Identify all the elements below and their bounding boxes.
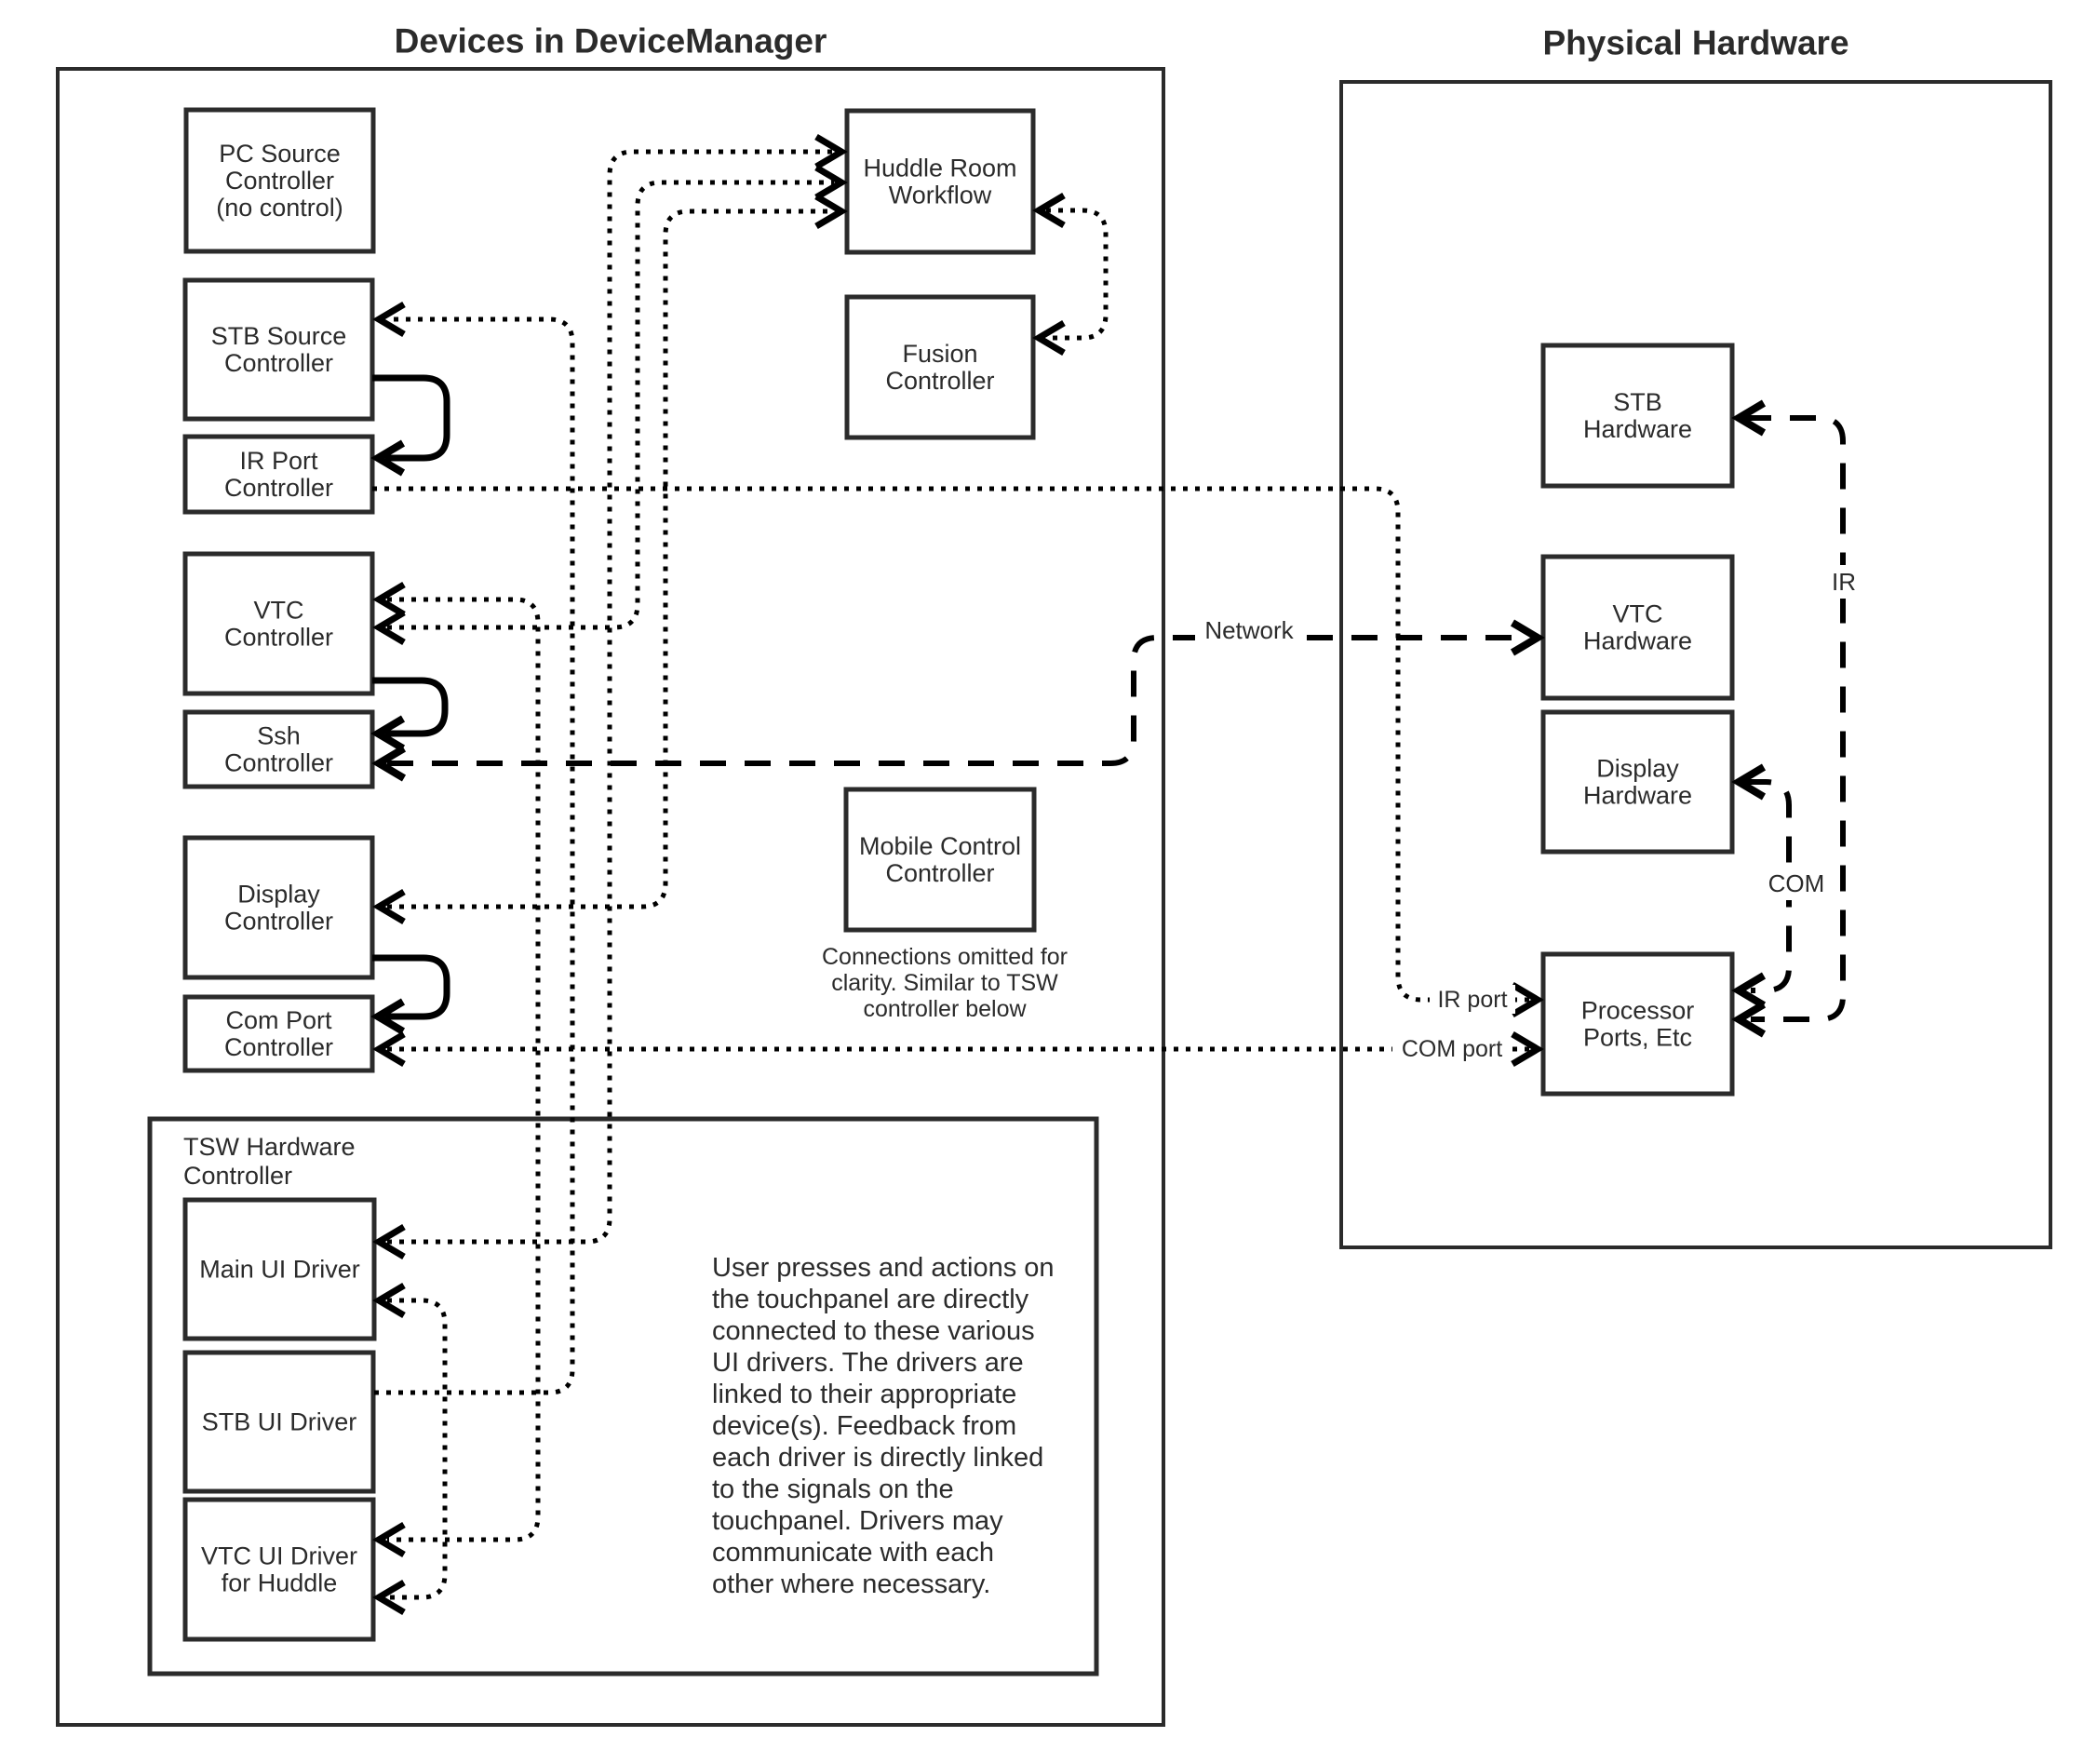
box-vtc-controller-label: Controller <box>223 623 334 652</box>
box-fusion-controller-label: Controller <box>885 367 995 395</box>
box-display-controller-label: Display <box>237 880 320 909</box>
box-vtc-controller-label: VTC <box>253 596 304 625</box>
connector-huddle-workflow-fusion-link-arrowhead <box>1039 323 1064 353</box>
box-pc-source-controller-label: (no control) <box>216 194 343 222</box>
box-stb-hardware-label: STB <box>1613 388 1662 416</box>
description-paragraph: touchpanel. Drivers may <box>712 1506 1003 1536</box>
connector-ir-link-label: IR <box>1832 568 1856 596</box>
box-stb-source-controller-label: Controller <box>223 349 334 377</box>
description-paragraph: communicate with each <box>712 1538 995 1568</box>
connector-vtc-controller-vtc-ui-driver-link <box>387 599 538 1540</box>
box-processor-ports-label: Processor <box>1580 996 1695 1025</box>
description-paragraph: other where necessary. <box>712 1569 991 1599</box>
connector-vtc-controller-huddle-workflow-link <box>387 182 834 627</box>
description-paragraph: the touchpanel are directly <box>712 1285 1029 1314</box>
box-ir-port-controller-label: Controller <box>223 474 334 502</box>
description-paragraph: device(s). Feedback from <box>712 1411 1017 1441</box>
box-display-controller-label: Controller <box>223 907 334 936</box>
description-paragraph: to the signals on the <box>712 1474 954 1504</box>
tsw-hardware-controller-group-label: Controller <box>183 1162 293 1190</box>
connector-display-controller-huddle-workflow-link-arrowhead <box>816 196 841 226</box>
description-paragraph: each driver is directly linked <box>712 1443 1044 1473</box>
description-paragraph: connected to these various <box>712 1316 1035 1346</box>
box-pc-source-controller-label: Controller <box>224 167 335 195</box>
box-com-port-controller-label: Controller <box>223 1033 334 1061</box>
description-paragraph: UI drivers. The drivers are <box>712 1348 1024 1378</box>
connector-stb-ui-driver-to-stb-source-link <box>374 319 572 1393</box>
connector-main-ui-driver-huddle-workflow-link <box>387 152 834 1242</box>
connector-display-to-com-port-link <box>372 958 447 1017</box>
box-processor-ports-label: Ports, Etc <box>1582 1023 1693 1052</box>
mobile-note: clarity. Similar to TSW <box>831 970 1058 996</box>
description-paragraph: User presses and actions on <box>712 1253 1055 1283</box>
connector-stb-ui-driver-to-stb-source-link-arrowhead <box>379 304 404 334</box>
box-ssh-controller-label: Ssh <box>257 721 301 750</box>
box-com-port-controller-label: Com Port <box>225 1006 332 1034</box>
box-ir-port-controller-label: IR Port <box>239 447 318 475</box>
box-vtc-hardware-label: Hardware <box>1582 626 1693 655</box>
box-display-hardware-label: Display <box>1596 754 1679 783</box>
box-ssh-controller-label: Controller <box>223 748 334 777</box>
connector-network-link-label: Network <box>1204 616 1294 644</box>
box-stb-hardware-label: Hardware <box>1582 415 1693 443</box>
box-stb-source-controller-label: STB Source <box>210 322 347 350</box>
connector-com-link-label: COM <box>1768 869 1825 897</box>
mobile-note: controller below <box>863 996 1027 1022</box>
connector-network-link-arrowhead <box>1512 623 1538 653</box>
tsw-hardware-controller-group-label: TSW Hardware <box>183 1133 356 1161</box>
connector-ir-link <box>1745 418 1843 1019</box>
connector-stb-source-to-ir-port-link <box>372 378 447 458</box>
box-vtc-ui-driver-label: VTC UI Driver <box>201 1542 357 1570</box>
box-mobile-control-controller-label: Mobile Control <box>858 832 1022 860</box>
box-huddle-room-workflow-label: Workflow <box>888 181 992 209</box>
description-paragraph: linked to their appropriate <box>712 1380 1017 1409</box>
box-mobile-control-controller-label: Controller <box>885 859 995 887</box>
connector-huddle-workflow-fusion-link <box>1046 210 1106 338</box>
box-stb-ui-driver-label: STB UI Driver <box>201 1407 357 1436</box>
connector-network-link <box>387 638 1530 763</box>
box-main-ui-driver-label: Main UI Driver <box>199 1255 360 1284</box>
box-fusion-controller-label: Fusion <box>902 340 978 368</box>
mobile-note: Connections omitted for <box>821 944 1069 970</box>
box-huddle-room-workflow-label: Huddle Room <box>863 154 1017 182</box>
box-vtc-ui-driver-label: for Huddle <box>221 1569 338 1597</box>
box-pc-source-controller-label: PC Source <box>219 140 341 168</box>
connector-ir-port-to-processor-link-label: IR port <box>1437 987 1508 1013</box>
physical-hardware-title: Physical Hardware <box>1542 23 1849 62</box>
connector-vtc-to-ssh-link <box>372 680 445 734</box>
connector-com-port-to-processor-link-label: COM port <box>1401 1036 1503 1062</box>
box-display-hardware-label: Hardware <box>1582 781 1693 810</box>
device-manager-title: Devices in DeviceManager <box>394 21 827 61</box>
box-vtc-hardware-label: VTC <box>1612 599 1663 628</box>
